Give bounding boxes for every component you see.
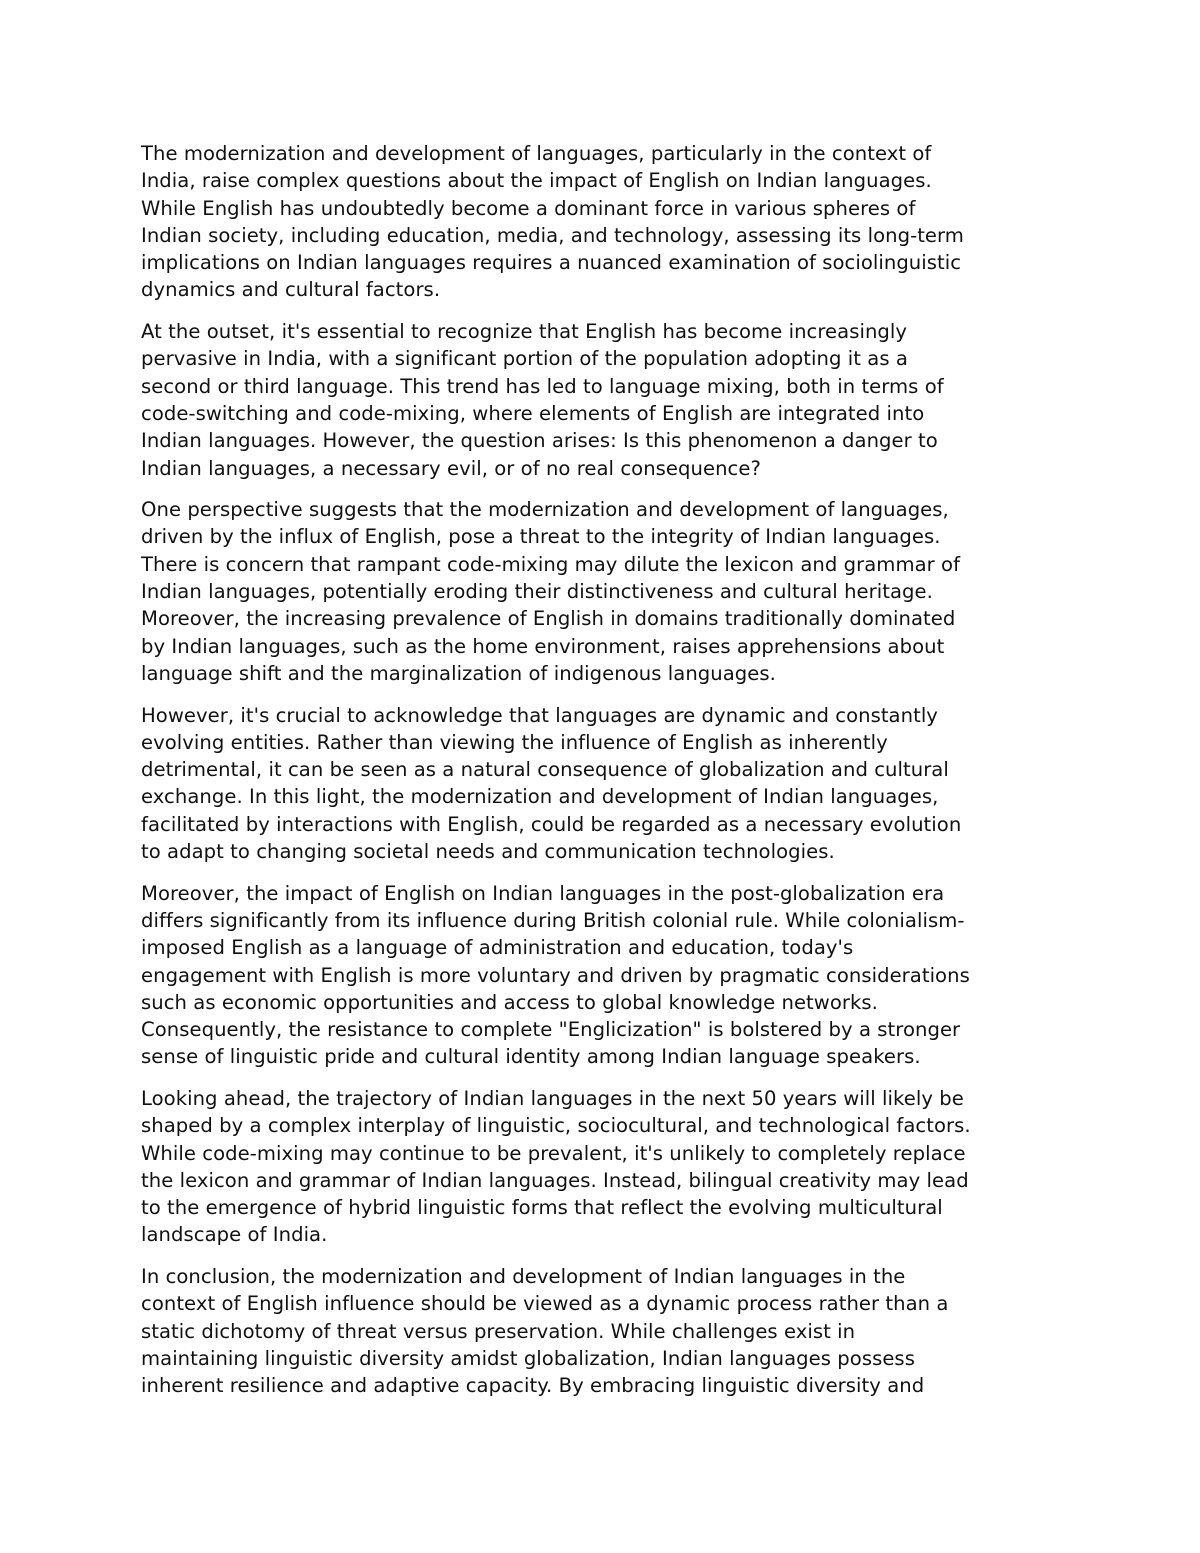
text-line: by Indian languages, such as the home environment, raises apprehensions about bbox=[141, 634, 945, 658]
text-line: Indian languages, potentially eroding their distinctiveness and cultural heritage. bbox=[141, 580, 933, 604]
text-line: One perspective suggests that the modernization and development of languages, bbox=[141, 498, 949, 522]
text-line: There is concern that rampant code-mixing may dilute the lexicon and grammar of bbox=[141, 552, 961, 576]
text-line: driven by the influx of English, pose a threat to the integrity of Indian languages. bbox=[141, 525, 941, 549]
paragraph-5 bbox=[141, 880, 1059, 1071]
text-line: engagement with English is more voluntary and driven by pragmatic considerations bbox=[141, 963, 970, 987]
text-line: imposed English as a language of administration and education, today's bbox=[141, 936, 854, 960]
text-line: At the outset, it's essential to recognize that English has become increasingly bbox=[141, 320, 908, 344]
text-line: Indian languages. However, the question arises: Is this phenomenon a danger to bbox=[141, 429, 938, 453]
text-line: While English has undoubtedly become a dominant force in various spheres of bbox=[141, 196, 916, 220]
text-line: the lexicon and grammar of Indian languages. Instead, bilingual creativity may lead bbox=[141, 1168, 969, 1192]
text-line: exchange. In this light, the modernization and development of Indian languages, bbox=[141, 785, 939, 809]
text-line: dynamics and cultural factors. bbox=[141, 278, 441, 302]
text-line: Moreover, the increasing prevalence of English in domains traditionally dominated bbox=[141, 607, 956, 631]
text-line: shaped by a complex interplay of linguistic, sociocultural, and technological factors. bbox=[141, 1114, 971, 1138]
text-line: language shift and the marginalization of indigenous languages. bbox=[141, 661, 776, 685]
text-line: to adapt to changing societal needs and communication technologies. bbox=[141, 840, 835, 864]
text-line: context of English influence should be viewed as a dynamic process rather than a bbox=[141, 1292, 949, 1316]
text-line: static dichotomy of threat versus preservation. While challenges exist in bbox=[141, 1319, 856, 1343]
text-line: to the emergence of hybrid linguistic forms that reflect the evolving multicultural bbox=[141, 1196, 943, 1220]
text-line: In conclusion, the modernization and development of Indian languages in the bbox=[141, 1265, 906, 1289]
paragraph-3 bbox=[141, 496, 1059, 687]
text-line: inherent resilience and adaptive capacity. By embracing linguistic diversity and bbox=[141, 1374, 925, 1398]
text-line: evolving entities. Rather than viewing the influence of English as inherently bbox=[141, 730, 888, 754]
paragraph-4 bbox=[141, 702, 1059, 866]
text-line: code-switching and code-mixing, where elements of English are integrated into bbox=[141, 401, 925, 425]
text-line: The modernization and development of languages, particularly in the context of bbox=[141, 142, 932, 165]
text-line: such as economic opportunities and access to global knowledge networks. bbox=[141, 990, 878, 1014]
paragraph-6 bbox=[141, 1085, 1059, 1249]
text-line: India, raise complex questions about the impact of English on Indian languages. bbox=[141, 169, 932, 193]
text-line: detrimental, it can be seen as a natural consequence of globalization and cultural bbox=[141, 758, 949, 782]
text-line: Looking ahead, the trajectory of Indian languages in the next 50 years will likely be bbox=[141, 1086, 964, 1110]
text-line: Indian languages, a necessary evil, or of no real consequence? bbox=[141, 456, 761, 480]
text-line: Consequently, the resistance to complete "Englicization" is bolstered by a stronger bbox=[141, 1018, 961, 1042]
text-line: Moreover, the impact of English on Indian languages in the post-globalization era bbox=[141, 881, 945, 905]
text-line: sense of linguistic pride and cultural identity among Indian language speakers. bbox=[141, 1045, 921, 1069]
text-line: pervasive in India, with a significant portion of the population adopting it as a bbox=[141, 347, 908, 371]
text-line: However, it's crucial to acknowledge that languages are dynamic and constantly bbox=[141, 703, 938, 727]
document-body bbox=[141, 140, 1059, 1414]
text-line: second or third language. This trend has led to language mixing, both in terms of bbox=[141, 374, 944, 398]
paragraph-1 bbox=[141, 140, 1059, 304]
text-line: differs significantly from its influence during British colonial rule. While colonialism- bbox=[141, 908, 965, 932]
paragraph-7 bbox=[141, 1263, 1059, 1399]
text-line: maintaining linguistic diversity amidst globalization, Indian languages possess bbox=[141, 1346, 915, 1370]
text-line: facilitated by interactions with English, could be regarded as a necessary evolution bbox=[141, 812, 962, 836]
text-line: While code-mixing may continue to be prevalent, it's unlikely to completely replace bbox=[141, 1141, 966, 1165]
text-line: landscape of India. bbox=[141, 1223, 328, 1247]
text-line: Indian society, including education, media, and technology, assessing its long-term bbox=[141, 223, 964, 247]
paragraph-2 bbox=[141, 318, 1059, 482]
text-line: implications on Indian languages requires a nuanced examination of sociolinguistic bbox=[141, 251, 962, 275]
